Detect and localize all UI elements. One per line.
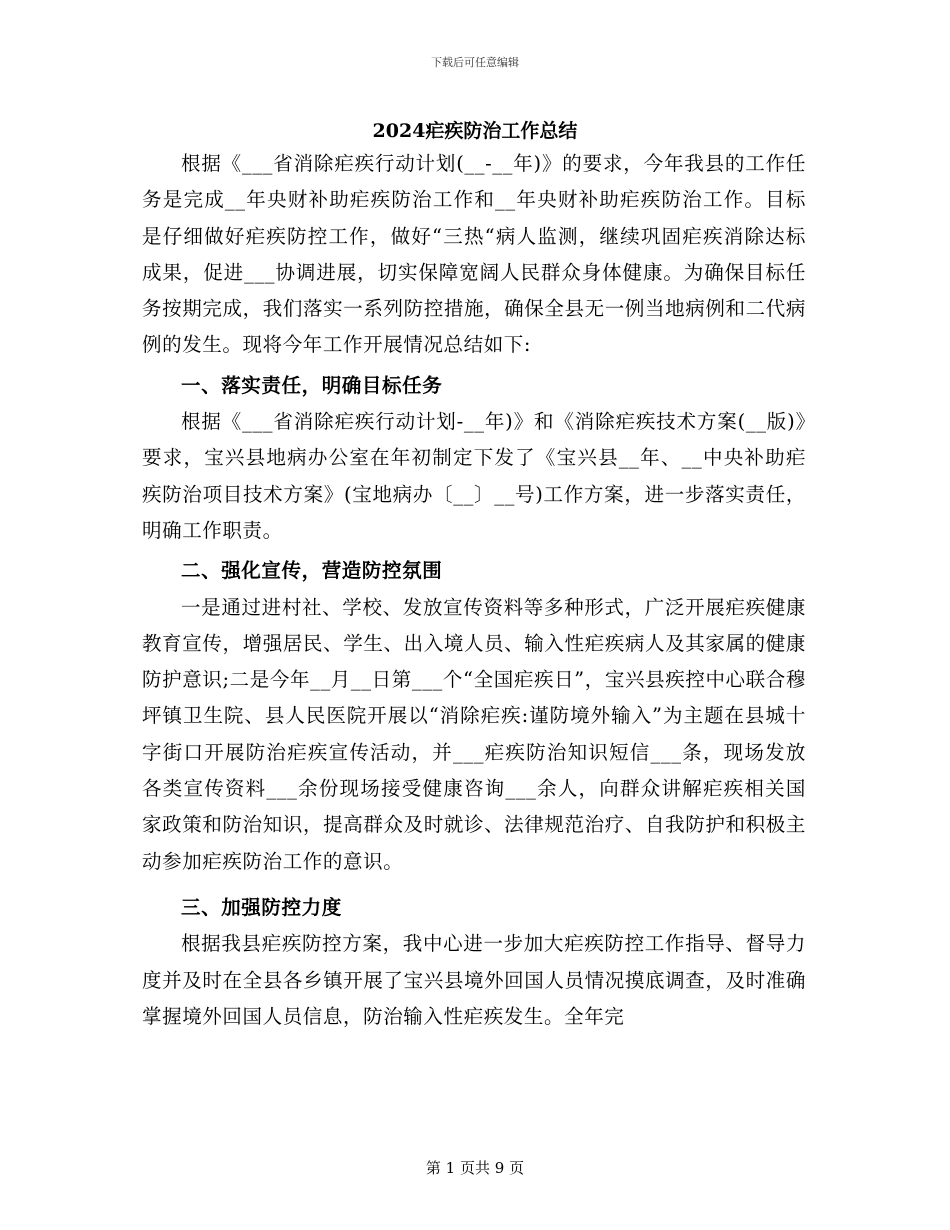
page-footer: 第 1 页共 9 页 (425, 1159, 525, 1177)
section-heading-2: 二、强化宣传，营造防控氛围 (181, 559, 443, 583)
document-body (142, 146, 806, 1035)
section-paragraph-3: 根据我县疟疾防控方案，我中心进一步加大疟疾防控工作指导、督导力度并及时在全县各乡镇开展了宝兴县境外回国人员情况摸底调查，及时准确掌握境外回国人员信息，防治输入性疟疾发生。全年完 (142, 932, 806, 1028)
section-paragraph-1: 根据《___省消除疟疾行动计划-__年)》和《消除疟疾技术方案(__版)》要求，宝兴县地病办公室在年初制定下发了《宝兴县__年、__中央补助疟疾防治项目技术方案》(宝地病办〔__〕__号)工作方案，进一步落实责任，明确工作职责。 (142, 410, 806, 542)
page-header: 下载后可任意编辑 (431, 56, 519, 69)
section-heading-3: 三、加强防控力度 (181, 895, 342, 919)
document-title: 2024疟疾防治工作总结 (372, 120, 578, 142)
section-paragraph-2: 一是通过进村社、学校、发放宣传资料等多种形式，广泛开展疟疾健康教育宣传，增强居民、学生、出入境人员、输入性疟疾病人及其家属的健康防护意识;二是今年__月__日第___个“全国疟疾日”，宝兴县疾控中心联合穆坪镇卫生院、县人民医院开展以“消除疟疾:谨防境外输入”为主题在县城十字街口开展防治疟疾宣传活动，并___疟疾防治知识短信___条，现场发放各类宣传资料___余份现场接受健康咨询___余人，向群众讲解疟疾相关国家政策和防治知识，提高群众及时就诊、法律规范治疗、自我防护和积极主动参加疟疾防治工作的意识。 (142, 595, 806, 873)
intro-paragraph: 根据《___省消除疟疾行动计划(__-__年)》的要求，今年我县的工作任务是完成__年央财补助疟疾防治工作和__年央财补助疟疾防治工作。目标是仔细做好疟疾防控工作，做好“三热“病人监测，继续巩固疟疾消除达标成果，促进___协调进展，切实保障宽阔人民群众身体健康。为确保目标任务按期完成，我们落实一系列防控措施，确保全县无一例当地病例和二代病例的发生。现将今年工作开展情况总结如下: (142, 152, 806, 357)
section-heading-1: 一、落实责任，明确目标任务 (181, 373, 443, 397)
